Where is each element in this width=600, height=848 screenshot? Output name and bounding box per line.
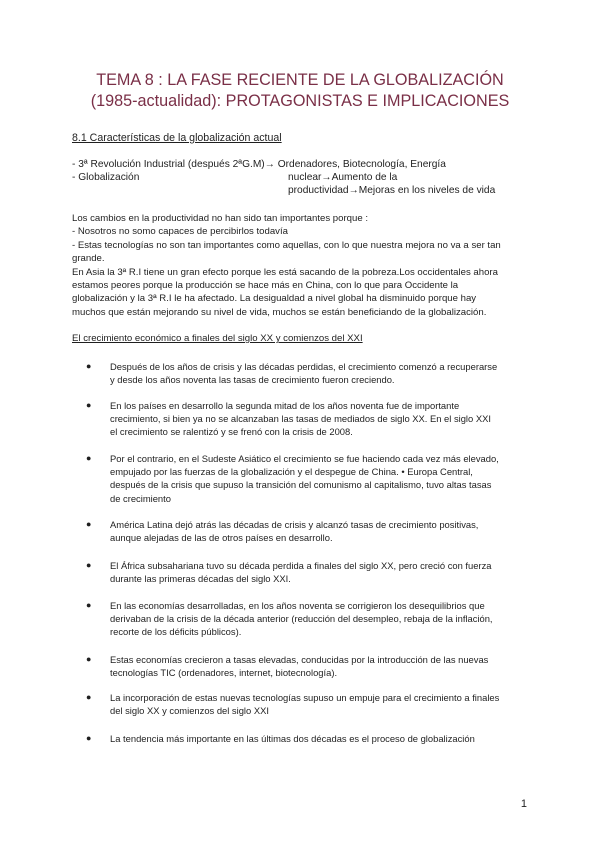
intro-line: - Nosotros no somo capaces de percibirlos todavía [72,226,288,238]
revolution-line-2-right: nuclear→Aumento de la [288,172,398,183]
intro-line: En Asia la 3ª R.I tiene un gran efecto porque les está sacando de la pobreza.Los occidentales ahora [72,266,498,278]
bullet-dot-icon: ● [86,519,92,529]
bullet-line: La tendencia más importante en las últimas dos décadas es el proceso de globalización [110,733,475,744]
bullet-line: Estas economías crecieron a tasas elevadas, conducidas por la introducción de las nuevas [110,654,489,665]
page-number: 1 [520,798,527,810]
bullet-line: y desde los años noventa las tasas de crecimiento fueron creciendo. [110,374,395,386]
bullet-line: empujado por las fuerzas de la globalización y el despegue de China. • Europa Central, [110,466,473,478]
revolution-line-3-right: productividad→Mejoras en los niveles de vida [288,185,496,196]
intro-line: estamos peores porque la producción se hace más en China, con lo que para Occidente la [72,280,459,292]
bullet-dot-icon: ● [86,654,92,664]
bullet-line: El África subsahariana tuvo su década perdida a finales del siglo XX, pero creció con fuerza [110,560,492,571]
bullet-line: del siglo XX y comienzos del siglo XXI [110,705,269,717]
intro-line: muchos que están mejorando su nivel de vida, muchos se están beneficiando de la globalización. [72,306,487,318]
bullet-line: En las economías desarrolladas, en los años noventa se corrigieron los desequilibrios que [110,600,485,611]
intro-line: - Estas tecnologías no son tan importantes como aquellas, con lo que nuestra mejora no va a ser tan [72,239,501,251]
bullet-line: después de la crisis que supuso la transición del comunismo al capitalismo, tuvo altas tasas [110,479,492,491]
intro-line: grande. [72,253,105,265]
revolution-line-2: - Globalización [72,172,140,183]
bullet-line: La incorporación de estas nuevas tecnologías supuso un empuje para el crecimiento a finales [110,692,500,703]
bullet-line: crecimiento, si bien ya no se alcanzaban las tasas de mediados de siglo XX. En el siglo XXI [110,413,491,425]
bullet-dot-icon: ● [86,361,92,371]
subheading: El crecimiento económico a finales del siglo XX y comienzos del XXI [72,333,363,344]
bullet-line: Por el contrario, en el Sudeste Asiático el crecimiento se fue haciendo cada vez más elevado, [110,453,499,464]
bullet-line: de crecimiento [110,492,171,504]
title-line-2: (1985-actualidad): PROTAGONISTAS E IMPLICACIONES [90,92,510,110]
section-heading: 8.1 Características de la globalización actual [72,132,282,144]
bullet-line: tecnologías TIC (ordenadores, internet, biotecnología). [110,667,338,679]
intro-line: globalización y la 3ª R.I le ha afectado. La desigualdad a nivel global ha disminuido porque hay [72,293,477,305]
bullet-line: América Latina dejó atrás las décadas de crisis y alcanzó tasas de crecimiento positivas, [110,519,479,530]
bullet-dot-icon: ● [86,453,92,463]
bullet-dot-icon: ● [86,733,92,743]
bullet-dot-icon: ● [86,692,92,702]
bullet-line: recorte de los déficits públicos). [110,626,242,638]
intro-line: Los cambios en la productividad no han sido tan importantes porque : [72,213,368,224]
bullet-line: aunque alejadas de las de otros países en desarrollo. [110,532,333,544]
bullet-dot-icon: ● [86,400,92,410]
title-line-1: TEMA 8 : LA FASE RECIENTE DE LA GLOBALIZACIÓN [96,71,504,89]
bullet-dot-icon: ● [86,560,92,570]
bullet-line: derivaban de la crisis de la década anterior (reducción del desempleo, rebaja de la inflación, [110,613,493,625]
bullet-line: durante las primeras décadas del siglo XXI. [110,573,291,585]
bullet-line: Después de los años de crisis y las décadas perdidas, el crecimiento comenzó a recuperarse [110,361,498,372]
bullet-line: En los países en desarrollo la segunda mitad de los años noventa fue de importante [110,400,460,411]
bullet-line: el crecimiento se ralentizó y se frenó con la crisis de 2008. [110,426,353,438]
revolution-line-1: - 3ª Revolución Industrial (después 2ªG.M)→ Ordenadores, Biotecnología, Energía [72,159,446,170]
bullet-dot-icon: ● [86,600,92,610]
